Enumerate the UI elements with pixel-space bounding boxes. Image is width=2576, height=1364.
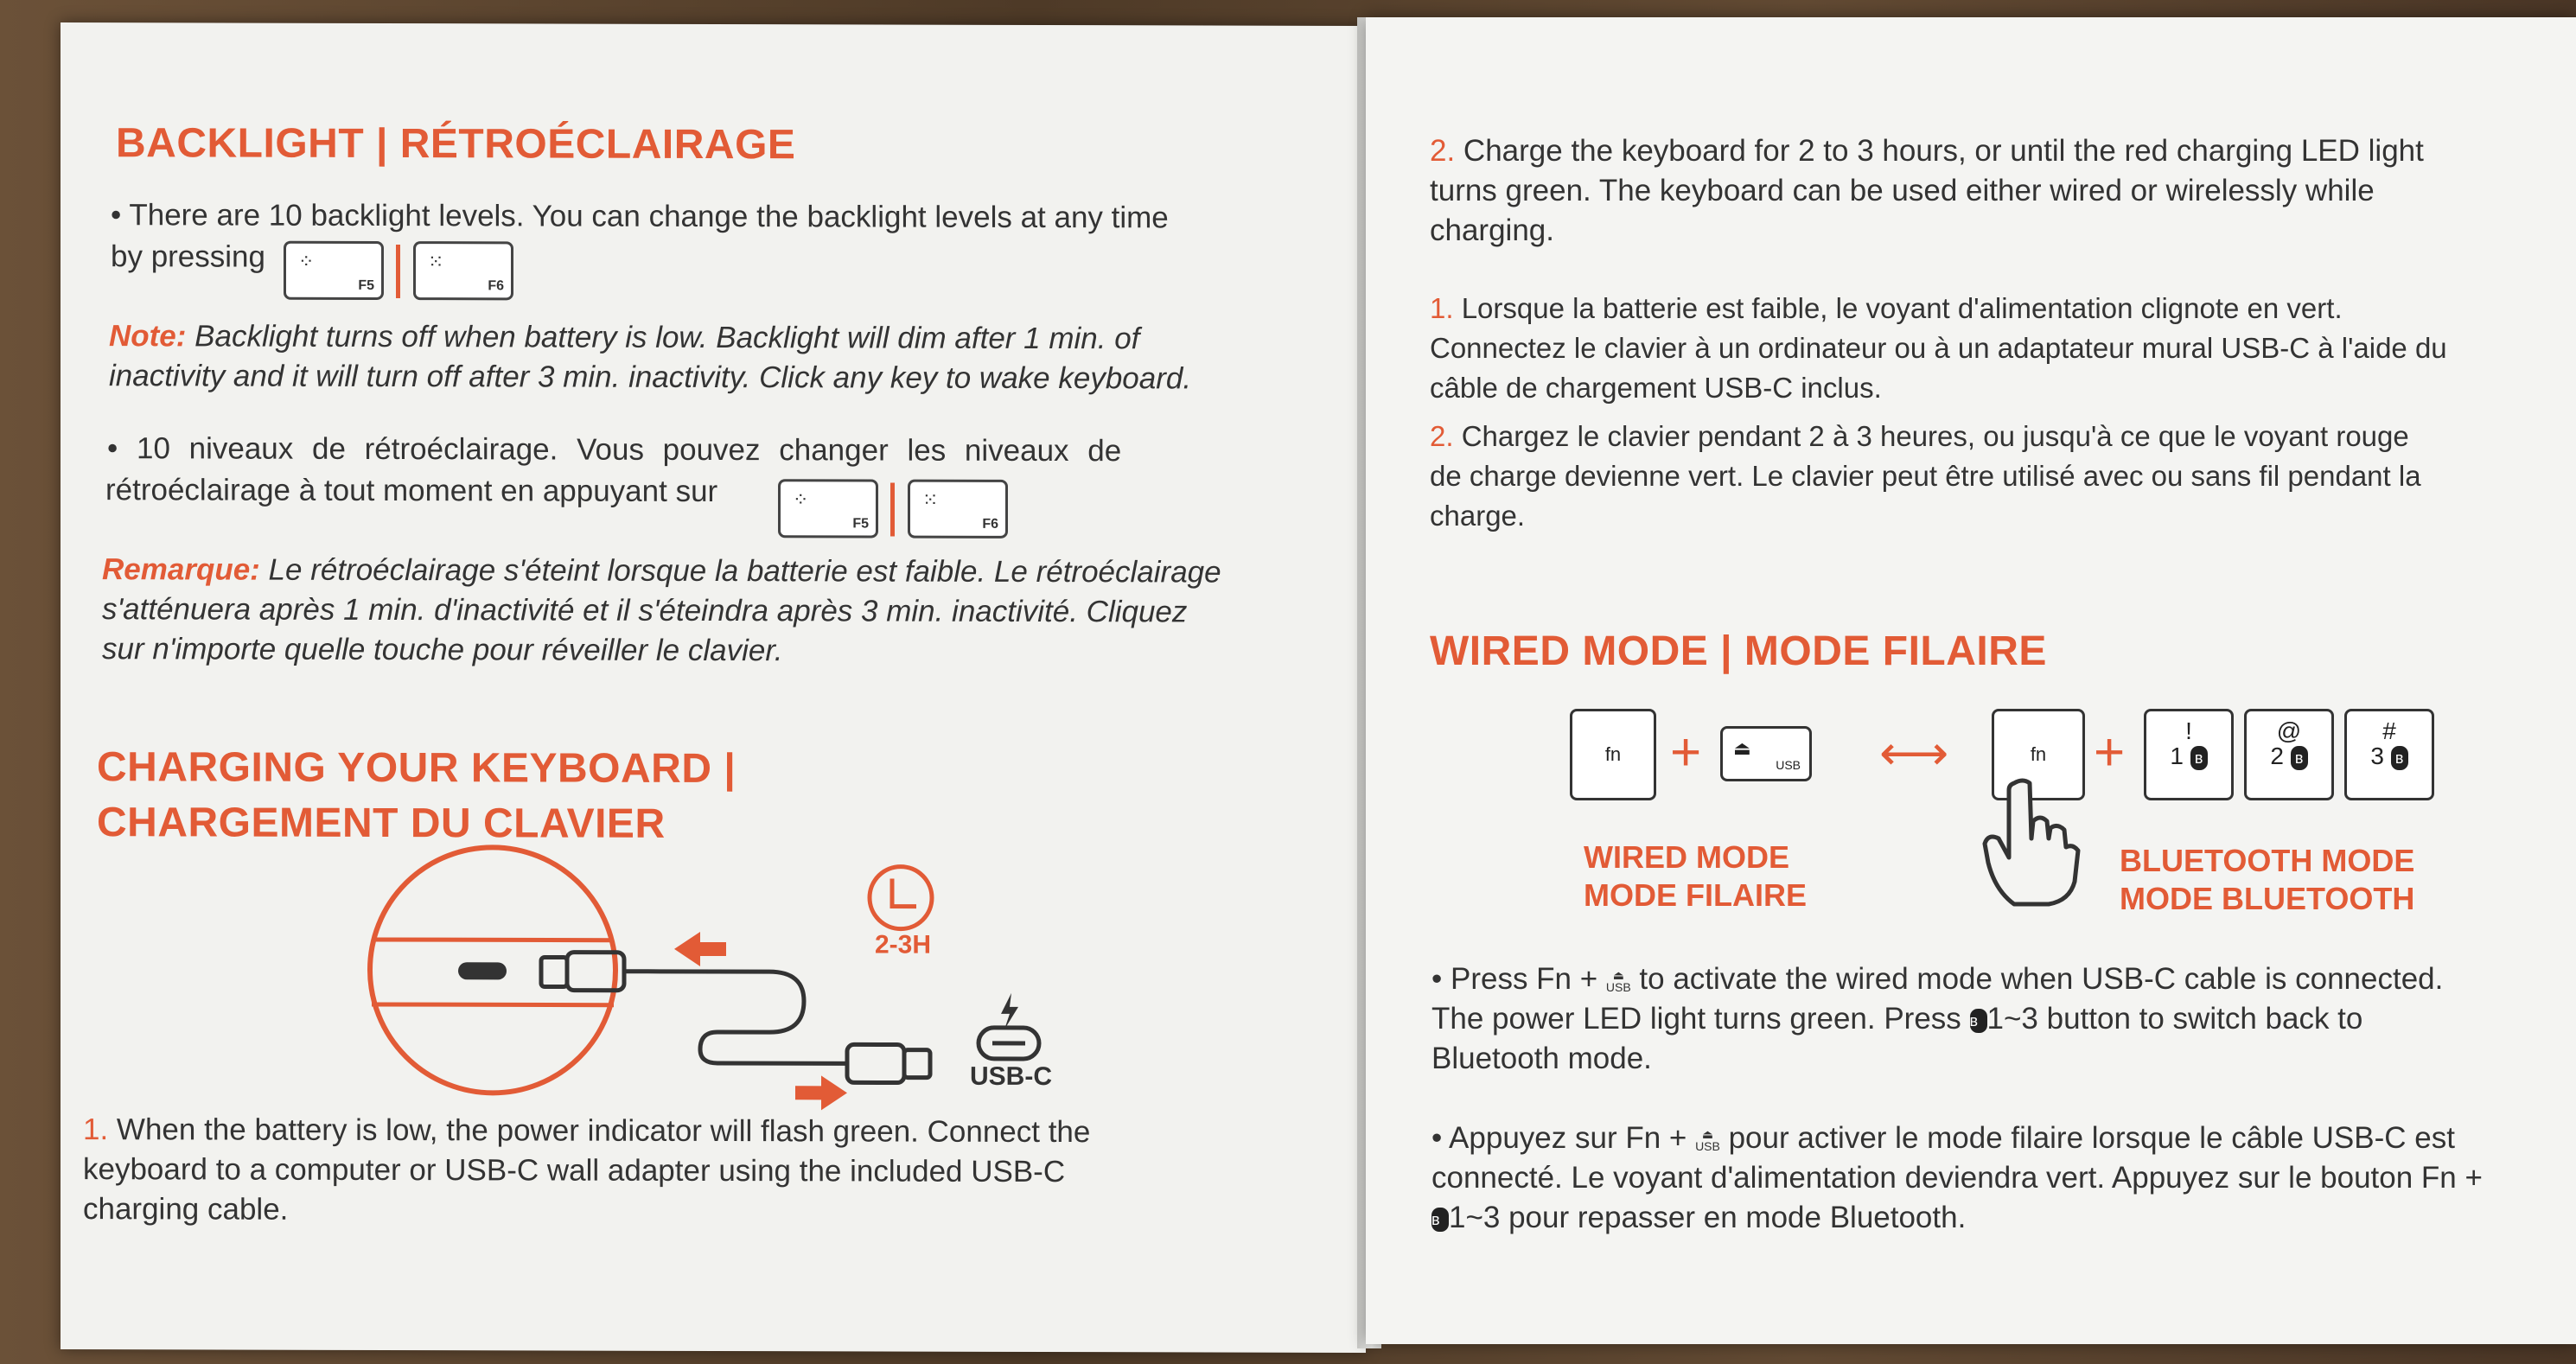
bt-key-3: # 3 ʙ [2344, 709, 2434, 800]
right-page [1366, 17, 2576, 1344]
fn-key-bluetooth: fn [1992, 709, 2085, 800]
charging-step1-fr: 1. Lorsque la batterie est faible, le voyant d'alimentation clignote en vert. Connectez le clavier à un ordinateur ou à un adaptateur mural USB-C à l'aide du câble de chargement USB-C inclus. [1430, 292, 2447, 404]
plus-sign-bt: + [2094, 723, 2126, 782]
charging-step2-en: 2. Charge the keyboard for 2 to 3 hours, or until the red charging LED light turns green. The keyboard can be used either wired or wirelessly while charging. [1430, 134, 2424, 247]
charge-time-label: 2-3H [875, 930, 932, 959]
cable-plug-left [541, 957, 567, 986]
usb-eject-icon: ⏏ USB [1605, 967, 1631, 994]
bluetooth-icon: ʙ [1431, 1208, 1449, 1232]
backlight-en-line2: by pressing [111, 239, 265, 274]
bluetooth-mode-label: BLUETOOTH MODE MODE BLUETOOTH [2120, 843, 2415, 916]
backlight-en-line1: • There are 10 backlight levels. You can change the backlight levels at any time [111, 198, 1169, 235]
bluetooth-icon: ʙ [1970, 1009, 1987, 1033]
f6-key-fr: ⁙ F6 [908, 480, 1008, 539]
lightning-icon [1001, 993, 1018, 1029]
arrow-right-icon [795, 1075, 847, 1110]
switch-arrows-icon: ⟷ [1879, 725, 1949, 780]
charging-heading: CHARGING YOUR KEYBOARD | CHARGEMENT DU CLAVIER [97, 744, 736, 847]
hand-press-icon [1980, 778, 2083, 908]
f5-key-fr: ⁘ F5 [778, 479, 878, 538]
backlight-note: Note: Backlight turns off when battery is low. Backlight will dim after 1 min. of inactivity and it will turn off after 3 min. inactivity. Click any key to wake keyboard. [109, 319, 1192, 396]
f5-key: ⁘ F5 [284, 241, 384, 300]
wired-mode-fr: • Appuyez sur Fn + ⏏ USB pour activer le mode filaire lorsque le câble USB-C est connecté. Le voyant d'alimentation deviendra vert. Appuyez sur le bouton Fn + ʙ 1~3 pour repasser en mode Bluetooth. [1431, 1121, 2483, 1234]
bt-key-1: ! 1 ʙ [2144, 709, 2234, 800]
plus-sign: + [1670, 723, 1702, 782]
backlight-fr-line2: rétroéclairage à tout moment en appuyant sur [105, 473, 718, 509]
left-page [61, 22, 1366, 1353]
usb-eject-icon: ⏏ USB [1695, 1126, 1720, 1153]
wired-mode-en: • Press Fn + ⏏ USB to activate the wired mode when USB-C cable is connected. The power LED light turns green. Press ʙ 1~3 button to switch back to Bluetooth mode. [1431, 962, 2444, 1075]
key-separator-fr [890, 483, 895, 537]
clock-icon [870, 866, 932, 928]
charging-step2-fr: 2. Chargez le clavier pendant 2 à 3 heures, ou jusqu'à ce que le voyant rouge de charge devienne vert. Le clavier peut être utilisé avec ou sans fil pendant la charge. [1430, 420, 2421, 532]
key-separator [396, 245, 400, 298]
wired-mode-heading: WIRED MODE | MODE FILAIRE [1430, 628, 2047, 674]
bluetooth-icon: ʙ [2391, 746, 2408, 770]
usb-c-label: USB-C [970, 1061, 1052, 1092]
usb-c-port [458, 962, 507, 979]
fn-key-wired: fn [1570, 709, 1656, 800]
backlight-fr-line1: • 10 niveaux de rétroéclairage. Vous pouvez changer les niveaux de [107, 431, 1122, 468]
charging-step1: 1. When the battery is low, the power indicator will flash green. Connect the keyboard to a computer or USB-C wall adapter using the included USB-C charging cable. [83, 1112, 1091, 1227]
backlight-heading: BACKLIGHT | RÉTROÉCLAIRAGE [116, 120, 796, 169]
usb-c-cable [648, 972, 847, 1064]
cable-plug-right [904, 1050, 930, 1078]
bt-key-2: @ 2 ʙ [2244, 709, 2334, 800]
bluetooth-icon: ʙ [2291, 746, 2308, 770]
usb-key: ⏏ USB [1720, 726, 1812, 781]
arrow-left-icon [674, 932, 726, 966]
bluetooth-icon: ʙ [2190, 746, 2208, 770]
f6-key: ⁙ F6 [413, 241, 513, 300]
wired-mode-label: WIRED MODE MODE FILAIRE [1584, 839, 1807, 913]
backlight-remark: Remarque: Le rétroéclairage s'éteint lorsque la batterie est faible. Le rétroéclairage s'atténuera après 1 min. d'inactivité et il s'éteindra après 3 min. inactivité. Cliquez sur n'importe quelle touche pour réveiller le clavier. [102, 552, 1221, 668]
